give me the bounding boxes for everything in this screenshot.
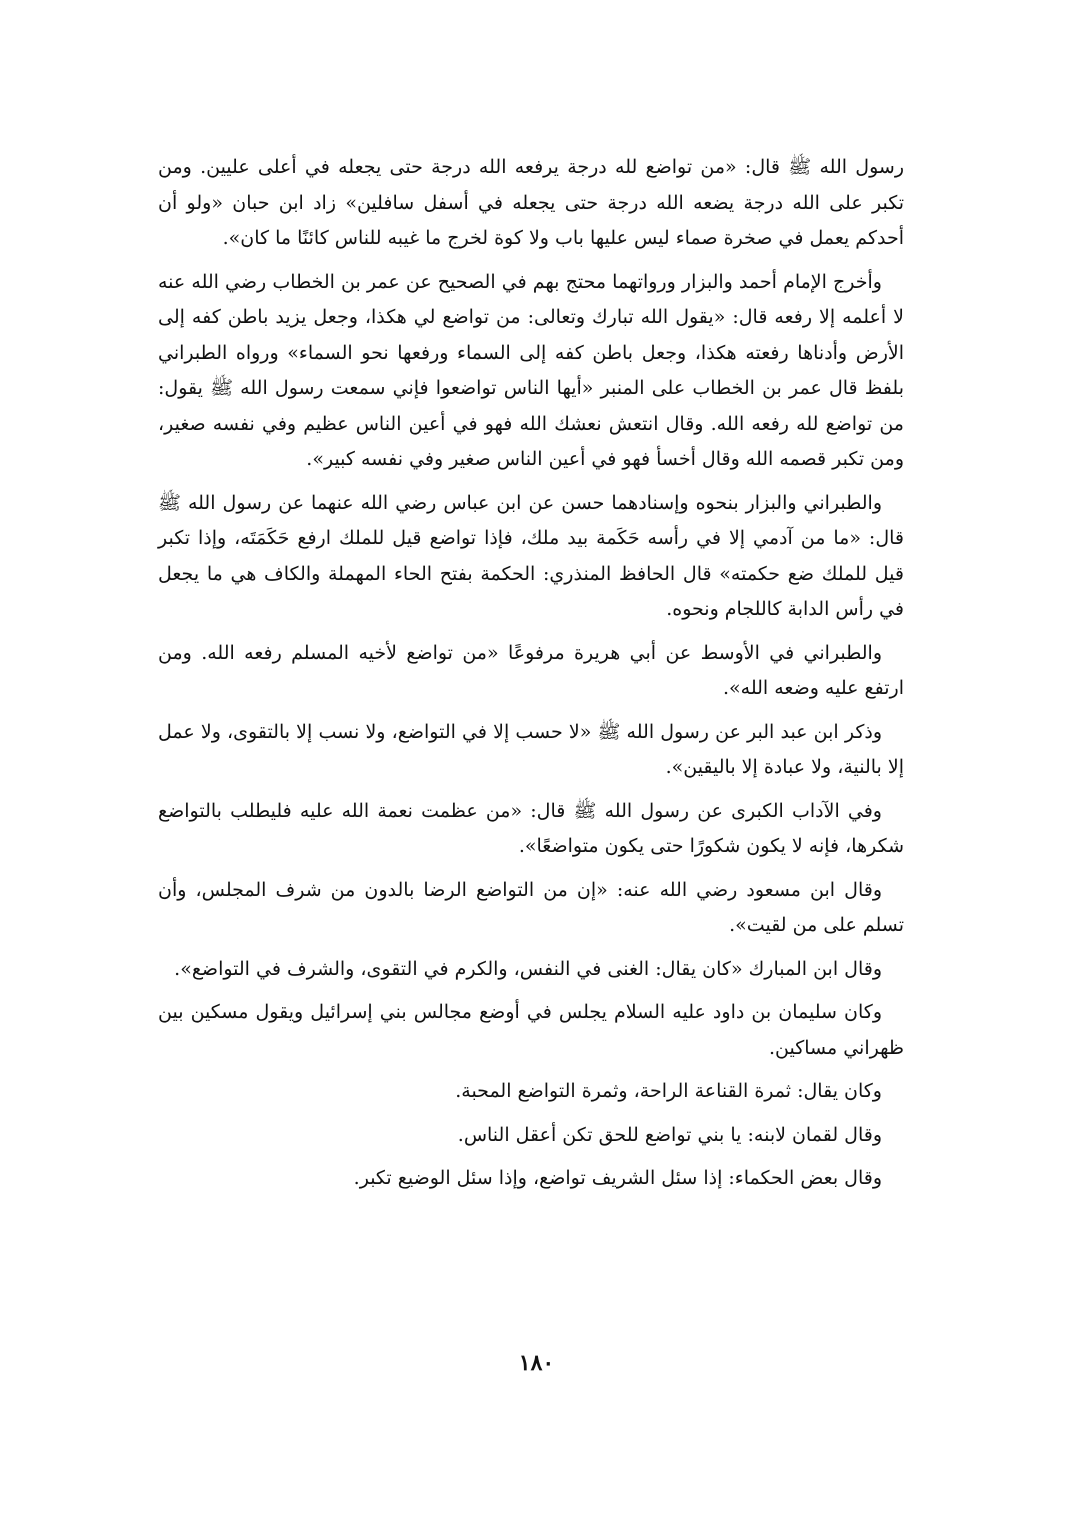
saying-line-1: وكان يقال: ثمرة القناعة الراحة، وثمرة التواضع المحبة. bbox=[455, 1080, 882, 1102]
short-sayings bbox=[158, 1074, 904, 1197]
page-number: ١٨٠ bbox=[518, 1350, 555, 1376]
paragraph-4: والطبراني في الأوسط عن أبي هريرة مرفوعًا «من تواضع لأخيه المسلم رفعه الله. ومن ارتفع عليه وضعه الله». bbox=[158, 641, 904, 699]
paragraph-3: والطبراني والبزار بنحوه وإسنادهما حسن عن ابن عباس رضي الله عنهما عن رسول الله ﷺ قال: «ما من آدمي إلا في رأسه حَكَمة بيد ملك، فإذا تواضع قيل للملك ارفع حَكَمَتَه، وإذا تكبر قيل للملك ضع حكمته» قال الحافظ المنذري: الحكمة بفتح الحاء المهملة والكاف هي ما يجعل في رأس الدابة كاللجام ونحوه. bbox=[158, 491, 904, 620]
paragraph-6: وفي الآداب الكبرى عن رسول الله ﷺ قال: «من عظمت نعمة الله عليه فليطلب بالتواضع شكرها، فإنه لا يكون شكورًا حتى يكون متواضعًا». bbox=[158, 799, 904, 857]
paragraph-2: وأخرج الإمام أحمد والبزار ورواتهما محتج بهم في الصحيح عن عمر بن الخطاب رضي الله عنه لا أعلمه إلا رفعه قال: «يقول الله تبارك وتعالى: من تواضع لي هكذا، وجعل يزيد باطن كفه إلى الأرض وأدناها رفعته هكذا، وجعل باطن كفه إلى السماء ورفعها نحو السماء» ورواه الطبراني بلفظ قال عمر بن الخطاب على المنبر «أيها الناس تواضعوا فإني سمعت رسول الله ﷺ يقول: من تواضع لله رفعه الله. وقال انتعش نعشك الله فهو في أعين الناس عظيم وفي نفسه صغير، ومن تكبر قصمه الله وقال أخسأ فهو في أعين الناس صغير وفي نفسه كبير». bbox=[158, 270, 904, 470]
page-body bbox=[158, 150, 904, 1205]
saying-line-2: وقال لقمان لابنه: يا بني تواضع للحق تكن أعقل الناس. bbox=[457, 1123, 882, 1146]
paragraph-9: وكان سليمان بن داود عليه السلام يجلس في أوضع مجالس بني إسرائيل ويقول مسكين بين ظهراني مساكين. bbox=[158, 1001, 904, 1059]
paragraph-5: وذكر ابن عبد البر عن رسول الله ﷺ «لا حسب إلا في التواضع، ولا نسب إلا بالتقوى، ولا عمل إلا بالنية، ولا عبادة إلا باليقين». bbox=[158, 720, 904, 778]
paragraph-8: وقال ابن المبارك «كان يقال: الغنى في النفس، والكرم في التقوى، والشرف في التواضع». bbox=[174, 957, 882, 980]
saying-line-3: وقال بعض الحكماء: إذا سئل الشريف تواضع، وإذا سئل الوضيع تكبر. bbox=[353, 1167, 882, 1189]
paragraph-7: وقال ابن مسعود رضي الله عنه: «إن من التواضع الرضا بالدون من شرف المجلس، وأن تسلم على من لقيت». bbox=[158, 878, 904, 936]
paragraph-1: رسول الله ﷺ قال: «من تواضع لله درجة يرفعه الله درجة حتى يجعله في أعلى عليين. ومن تكبر على الله درجة يضعه الله درجة حتى يجعله في أسفل سافلين» زاد ابن حبان «ولو أن أحدكم يعمل في صخرة صماء ليس عليها باب ولا كوة لخرج ما غيبه للناس كائنًا ما كان». bbox=[158, 156, 904, 249]
